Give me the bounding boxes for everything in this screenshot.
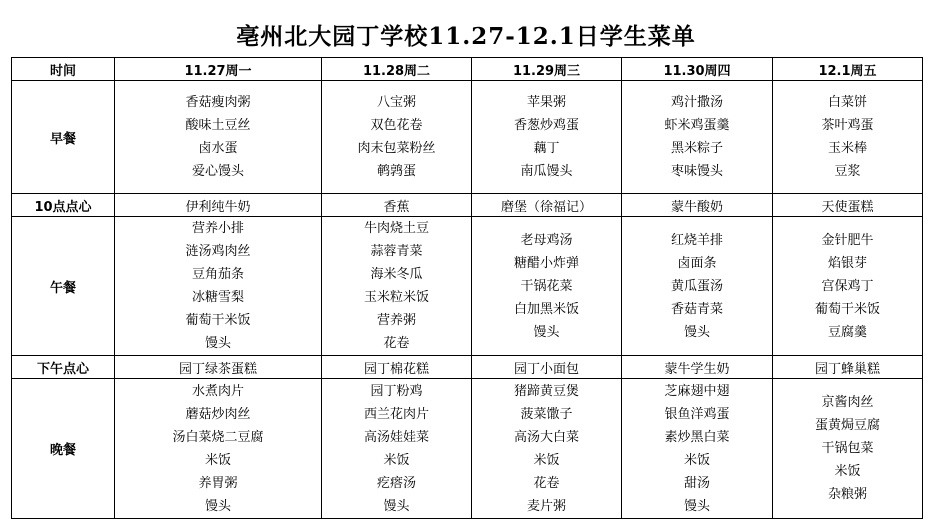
dish-item: 黑米粽子 (670, 141, 723, 156)
dish-item: 营养小排 (191, 221, 244, 236)
dish-item: 卤水蛋 (198, 141, 238, 156)
dish-item: 葡萄干米饭 (185, 313, 251, 328)
dish-item: 蘑菇炒肉丝 (185, 406, 251, 422)
lunch-label: 午餐 (12, 217, 115, 356)
breakfast-cell (472, 81, 622, 194)
dish-item: 苹果粥 (526, 95, 566, 110)
dish-item: 米饭 (204, 452, 231, 468)
dish-item: 馒头 (204, 498, 231, 514)
dish-item: 京酱肉丝 (821, 395, 874, 410)
breakfast-cell (622, 81, 773, 194)
day-header: 11.29周三 (472, 58, 622, 81)
dish-item: 干锅花菜 (520, 278, 573, 294)
lunch-row (12, 217, 923, 356)
snack-pm-cell: 蒙牛学生奶 (622, 356, 773, 379)
dish-item: 金针肥牛 (821, 232, 874, 248)
dish-item: 宫保鸡丁 (821, 278, 874, 294)
dish-item: 疙瘩汤 (376, 475, 416, 491)
breakfast-cell (115, 81, 322, 194)
lunch-cell (115, 217, 322, 356)
dish-item: 玉米棒 (827, 141, 867, 156)
dish-item: 菠菜馓子 (520, 406, 573, 422)
dish-item: 米饭 (533, 452, 560, 468)
dish-item: 猪蹄黄豆煲 (513, 383, 579, 399)
dish-item: 爱心馒头 (191, 164, 244, 179)
snack-10-label: 10点点心 (12, 194, 115, 217)
dinner-label: 晚餐 (12, 379, 115, 519)
dish-item: 馒头 (683, 498, 710, 514)
dish-item: 枣味馒头 (670, 164, 723, 179)
dish-item: 养胃粥 (198, 475, 238, 491)
dish-item: 鸡汁撒汤 (670, 95, 723, 110)
breakfast-label: 早餐 (12, 81, 115, 194)
dish-item: 米饭 (683, 452, 710, 468)
dinner-cell (322, 379, 472, 519)
time-header: 时间 (12, 58, 115, 81)
dish-item: 蒜蓉青菜 (370, 244, 423, 259)
dish-item: 园丁粉鸡 (370, 383, 423, 399)
dish-item: 甜汤 (683, 475, 710, 491)
dish-item: 花卷 (383, 336, 410, 351)
dish-item: 肉末包菜粉丝 (357, 141, 436, 156)
dish-item: 南瓜馒头 (520, 164, 573, 179)
dish-item: 海米冬瓜 (370, 267, 423, 282)
snack-10-cell: 磨堡（徐福记） (472, 194, 622, 217)
dish-item: 涟汤鸡肉丝 (185, 244, 251, 259)
dish-item: 牛肉烧土豆 (363, 221, 429, 236)
breakfast-cell (322, 81, 472, 194)
dish-item: 馒头 (533, 324, 560, 340)
dish-item: 西兰花肉片 (363, 406, 429, 422)
dish-item: 豆角茄条 (191, 267, 244, 282)
day-header: 11.28周二 (322, 58, 472, 81)
dinner-row (12, 379, 923, 519)
dish-item: 芝麻翅中翅 (664, 383, 730, 399)
dish-item: 虾米鸡蛋羹 (664, 118, 730, 133)
dish-item: 营养粥 (376, 313, 416, 328)
dinner-cell (622, 379, 773, 519)
snack-10-row (12, 194, 923, 217)
lunch-cell (472, 217, 622, 356)
dish-item: 卤面条 (677, 255, 717, 271)
snack-pm-cell: 园丁绿茶蛋糕 (115, 356, 322, 379)
dish-item: 豆腐羹 (827, 324, 867, 340)
day-header: 12.1周五 (773, 58, 923, 81)
dinner-cell (773, 379, 923, 519)
dish-item: 冰糖雪梨 (191, 290, 244, 305)
dish-item: 素炒黑白菜 (664, 429, 730, 445)
snack-10-cell: 天使蛋糕 (773, 194, 923, 217)
day-header: 11.27周一 (115, 58, 322, 81)
snack-pm-cell: 园丁小面包 (472, 356, 622, 379)
dish-item: 花卷 (533, 475, 560, 491)
menu-table (11, 57, 923, 519)
dish-item: 糖醋小炸弹 (513, 255, 579, 271)
snack-pm-cell: 园丁棉花糕 (322, 356, 472, 379)
lunch-cell (622, 217, 773, 356)
day-header: 11.30周四 (622, 58, 773, 81)
dish-item: 香菇青菜 (670, 301, 723, 317)
dish-item: 高汤娃娃菜 (363, 429, 429, 445)
dinner-cell (472, 379, 622, 519)
lunch-cell (322, 217, 472, 356)
dish-item: 高汤大白菜 (513, 429, 579, 445)
dish-item: 香葱炒鸡蛋 (513, 118, 579, 133)
dish-item: 豆浆 (834, 164, 861, 179)
dish-item: 麦片粥 (526, 498, 566, 514)
dish-item: 老母鸡汤 (520, 232, 573, 248)
dish-item: 杂粮粥 (827, 487, 867, 502)
snack-pm-row (12, 356, 923, 379)
breakfast-row (12, 81, 923, 194)
dish-item: 葡萄干米饭 (814, 301, 880, 317)
snack-10-cell: 伊利纯牛奶 (115, 194, 322, 217)
page-title: 亳州北大园丁学校11.27-12.1日学生菜单 (236, 23, 696, 50)
dish-item: 米饭 (383, 452, 410, 468)
dish-item: 米饭 (834, 464, 861, 479)
dish-item: 酸味土豆丝 (185, 118, 251, 133)
dish-item: 黄瓜蛋汤 (670, 278, 723, 294)
lunch-cell (773, 217, 923, 356)
dish-item: 馒头 (204, 336, 231, 351)
snack-10-cell: 香蕉 (322, 194, 472, 217)
dinner-cell (115, 379, 322, 519)
dish-item: 汤白菜烧二豆腐 (172, 429, 264, 445)
dish-item: 焰银芽 (827, 255, 867, 271)
snack-pm-cell: 园丁蜂巢糕 (773, 356, 923, 379)
header-row (12, 58, 923, 81)
dish-item: 玉米粒米饭 (363, 290, 429, 305)
dish-item: 白菜饼 (827, 95, 867, 110)
dish-item: 蛋黄焗豆腐 (814, 418, 880, 433)
dish-item: 藕丁 (533, 141, 560, 156)
dish-item: 红烧羊排 (670, 232, 723, 248)
dish-item: 馒头 (383, 498, 410, 514)
dish-item: 白加黑米饭 (513, 301, 579, 317)
dish-item: 干锅包菜 (821, 441, 874, 456)
dish-item: 香菇瘦肉粥 (185, 95, 251, 110)
dish-item: 茶叶鸡蛋 (821, 118, 874, 133)
dish-item: 水煮肉片 (191, 383, 244, 399)
dish-item: 鹌鹑蛋 (376, 164, 416, 179)
dish-item: 八宝粥 (376, 95, 416, 110)
breakfast-cell (773, 81, 923, 194)
dish-item: 馒头 (683, 324, 710, 340)
snack-10-cell: 蒙牛酸奶 (622, 194, 773, 217)
dish-item: 双色花卷 (370, 118, 423, 133)
snack-pm-label: 下午点心 (12, 356, 115, 379)
dish-item: 银鱼洋鸡蛋 (664, 406, 730, 422)
